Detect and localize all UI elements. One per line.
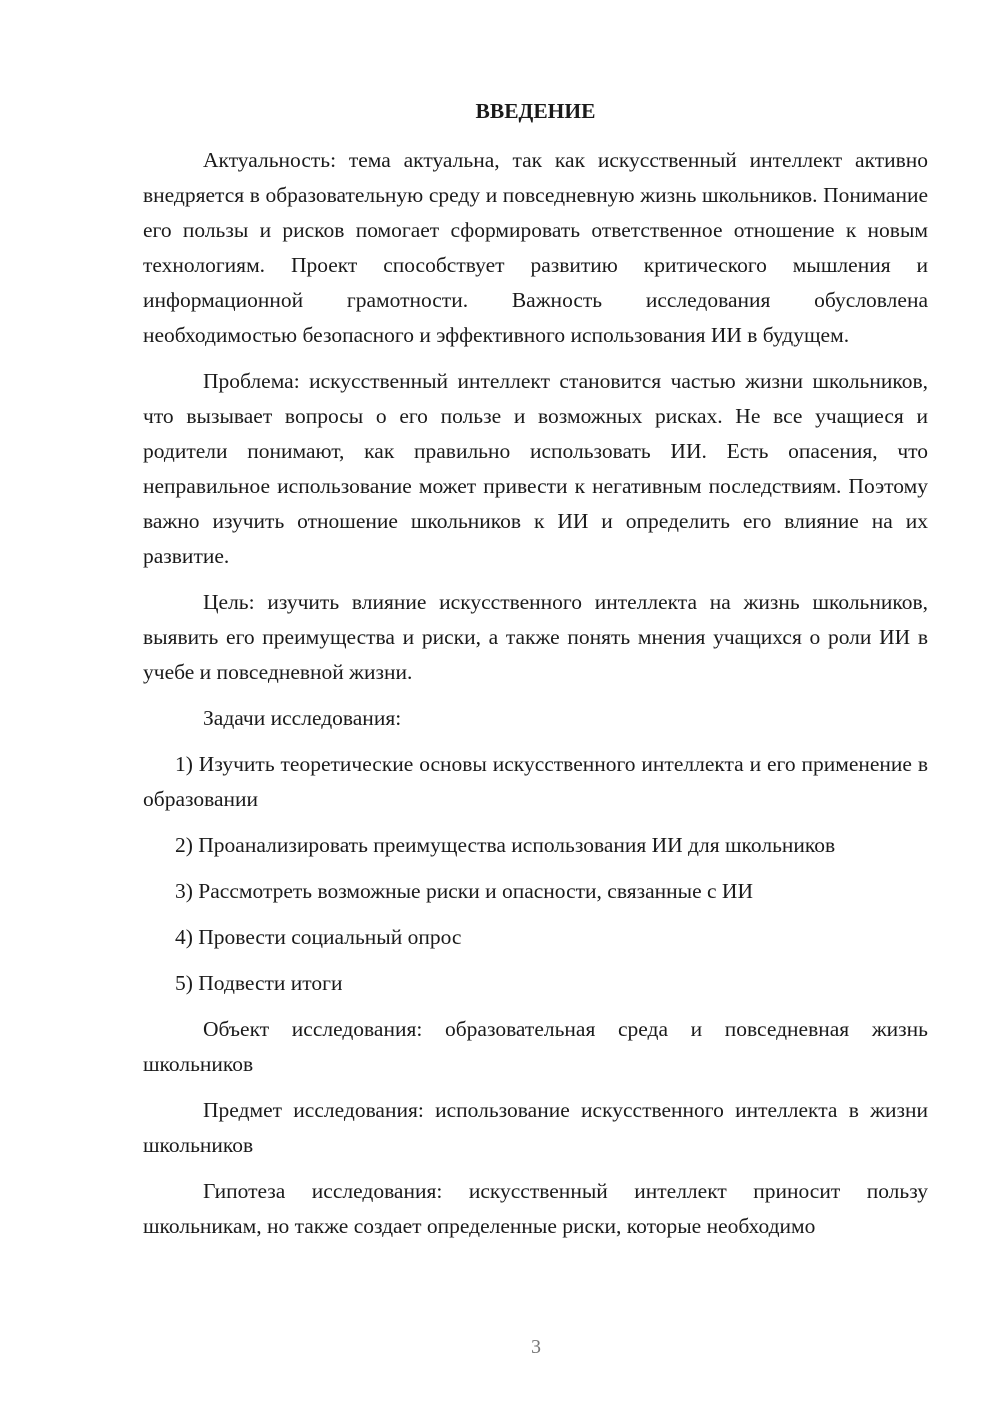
- paragraph-relevance: Актуальность: тема актуальна, так как искусственный интеллект активно внедряется в образовательную среду и повседневную жизнь школьников. Понимание его пользы и рисков помогает сформировать ответственное отношение к новым технологиям. Проект способствует развитию критического мышления и информационной грамотности. Важность исследования обусловлена необходимостью безопасного и эффективного использования ИИ в будущем.: [143, 148, 928, 347]
- paragraph-object: Объект исследования: образовательная среда и повседневная жизнь школьников: [143, 1017, 928, 1076]
- list-item: 4) Провести социальный опрос: [175, 925, 462, 949]
- paragraph-hypothesis: Гипотеза исследования: искусственный интеллект приносит пользу школьникам, но также создает определенные риски, которые необходимо: [143, 1179, 928, 1238]
- tasks-list: [143, 747, 928, 1001]
- list-item: 2) Проанализировать преимущества использования ИИ для школьников: [175, 833, 836, 857]
- list-item: 1) Изучить теоретические основы искусственного интеллекта и его применение в образовании: [143, 752, 928, 811]
- list-item: 3) Рассмотреть возможные риски и опасности, связанные с ИИ: [175, 879, 753, 903]
- list-item: 5) Подвести итоги: [175, 971, 343, 995]
- tasks-title: Задачи исследования:: [203, 706, 402, 730]
- paragraph-subject: Предмет исследования: использование искусственного интеллекта в жизни школьников: [143, 1098, 928, 1157]
- page-number: 3: [531, 1336, 541, 1358]
- paragraph-problem: Проблема: искусственный интеллект становится частью жизни школьников, что вызывает вопросы о его пользе и возможных рисках. Не все учащиеся и родители понимают, как правильно использовать ИИ. Есть опасения, что неправильное использование может привести к негативным последствиям. Поэтому важно изучить отношение школьников к ИИ и определить его влияние на их развитие.: [143, 369, 928, 568]
- page-title: ВВЕДЕНИЕ: [475, 99, 596, 123]
- paragraph-goal: Цель: изучить влияние искусственного интеллекта на жизнь школьников, выявить его преимущества и риски, а также понять мнения учащихся о роли ИИ в учебе и повседневной жизни.: [143, 590, 928, 684]
